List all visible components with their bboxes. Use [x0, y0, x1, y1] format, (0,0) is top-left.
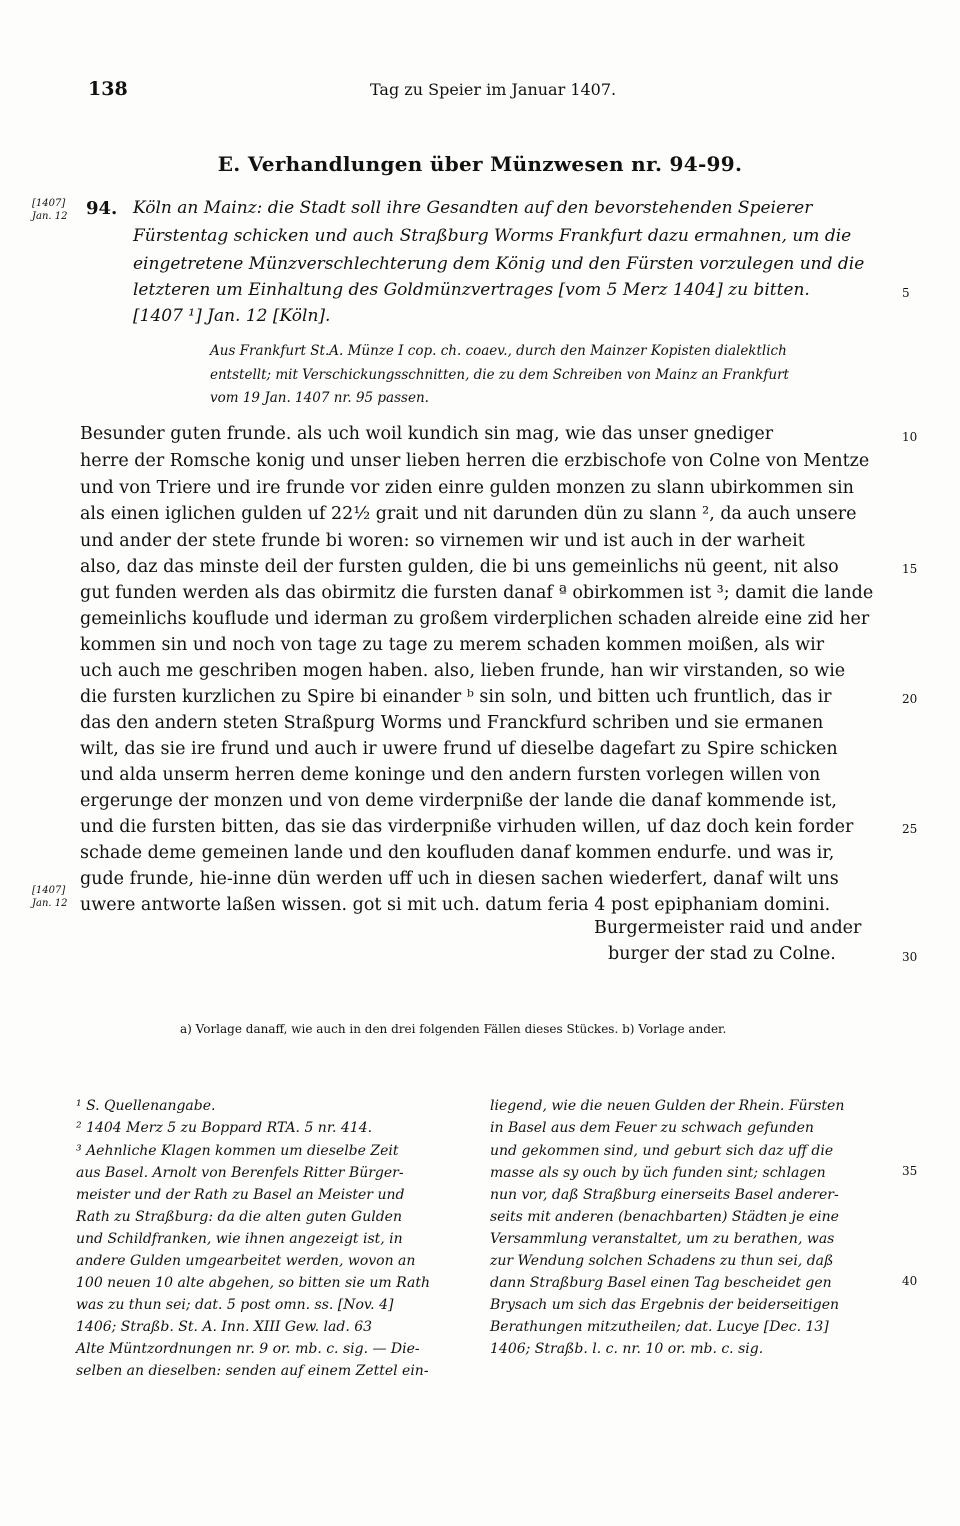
footnote-line: was zu thun sei; dat. 5 post omn. ss. [Nov. 4]	[76, 1297, 394, 1313]
text-line: also, daz das minste deil der fursten gulden, die bi uns gemeinlichs nü geent, nit also	[80, 557, 839, 577]
signature-line: Burgermeister raid und ander	[594, 918, 862, 938]
footnote-line: nun vor, daß Straßburg einerseits Basel anderer-	[490, 1187, 839, 1203]
footnote-line: Brysach um sich das Ergebnis der beiderseitigen	[490, 1297, 840, 1313]
critical-apparatus: a) Vorlage danaff, wie auch in den drei folgenden Fällen dieses Stückes. b) Vorlage ander.	[180, 1022, 727, 1036]
source-note-line: vom 19 Jan. 1407 nr. 95 passen.	[210, 390, 429, 406]
text-line: und von Triere und ire frunde vor ziden einre gulden monzen zu slann ubirkommen sin	[80, 478, 854, 498]
margin-date-top-year: [1407]	[32, 198, 66, 209]
text-line: gut funden werden als das obirmitz die fursten danaf ª obirkommen ist ³; damit die lande	[80, 583, 874, 603]
line-number: 20	[902, 692, 918, 706]
footnote-line: selben an dieselben: senden auf einem Zettel ein-	[76, 1363, 429, 1379]
footnote-line: zur Wendung solchen Schadens zu thun sei, daß	[490, 1253, 834, 1269]
margin-date-top	[32, 197, 68, 223]
text-line: als einen iglichen gulden uf 22½ grait und nit darunden dün zu slann ², da auch unsere	[80, 504, 857, 524]
footnote-line: seits mit anderen (benachbarten) Städten je eine	[490, 1209, 839, 1225]
text-line: gude frunde, hie-inne dün werden uff uch in diesen sachen wiederfert, danaf wilt uns	[80, 869, 839, 889]
margin-date-bottom-year: [1407]	[32, 885, 66, 896]
margin-date-top-day: Jan. 12	[32, 211, 68, 222]
text-line: gemeinlichs kouflude und iderman zu großem virderplichen schaden alreide eine zid her	[80, 609, 870, 629]
text-line: das den andern steten Straßpurg Worms und Franckfurd schriben und sie ermanen	[80, 713, 824, 733]
line-number: 40	[902, 1274, 918, 1288]
line-number: 25	[902, 822, 918, 836]
regest-line: Fürstentag schicken und auch Straßburg Worms Frankfurt dazu ermahnen, um die	[133, 226, 852, 246]
footnote-line: meister und der Rath zu Basel an Meister und	[76, 1187, 405, 1203]
signature-line: burger der stad zu Colne.	[608, 944, 836, 964]
footnote-line: Berathungen mitzutheilen; dat. Lucye [Dec. 13]	[490, 1319, 829, 1335]
source-note-line: Aus Frankfurt St.A. Münze I cop. ch. coaev., durch den Mainzer Kopisten dialektlich	[210, 343, 787, 359]
margin-date-bottom-day: Jan. 12	[32, 898, 68, 909]
text-line: kommen sin und noch von tage zu tage zu merem schaden kommen moißen, als wir	[80, 635, 825, 655]
regest-line: eingetretene Münzverschlechterung dem König und den Fürsten vorzulegen und die	[133, 254, 865, 274]
footnote-line: ² 1404 Merz 5 zu Boppard RTA. 5 nr. 414.	[76, 1120, 373, 1136]
margin-date-bottom	[32, 884, 68, 910]
footnote-line: ³ Aehnliche Klagen kommen um dieselbe Zeit	[76, 1143, 399, 1159]
text-line: und ander der stete frunde bi woren: so virnemen wir und ist auch in der warheit	[80, 531, 805, 551]
text-line: herre der Romsche konig und unser lieben herren die erzbischofe von Colne von Mentze	[80, 451, 870, 471]
text-line: Besunder guten frunde. als uch woil kundich sin mag, wie das unser gnediger	[80, 424, 774, 444]
text-line: uwere antworte laßen wissen. got si mit uch. datum feria 4 post epiphaniam domini.	[80, 895, 831, 915]
footnote-line: 1406; Straßb. l. c. nr. 10 or. mb. c. sig.	[490, 1341, 764, 1357]
text-line: uch auch me geschriben mogen haben. also, lieben frunde, han wir virstanden, so wie	[80, 661, 846, 681]
line-number: 30	[902, 950, 918, 964]
regest-line: letzteren um Einhaltung des Goldmünzvertrages [vom 5 Merz 1404] zu bitten.	[133, 280, 810, 300]
line-number: 5	[902, 286, 910, 300]
text-line: ergerunge der monzen und von deme virderpniße der lande die danaf kommende ist,	[80, 791, 837, 811]
line-number: 15	[902, 562, 918, 576]
line-number: 10	[902, 430, 918, 444]
running-head: Tag zu Speier im Januar 1407.	[370, 80, 617, 99]
footnote-line: 100 neuen 10 alte abgehen, so bitten sie um Rath	[76, 1275, 430, 1291]
text-line: die fursten kurzlichen zu Spire bi einander ᵇ sin soln, und bitten uch fruntlich, das ir	[80, 687, 832, 707]
text-line: und alda unserm herren deme koninge und den andern fursten vorlegen willen von	[80, 765, 821, 785]
text-line: schade deme gemeinen lande und den koufluden danaf kommen endurfe. und was ir,	[80, 843, 835, 863]
footnote-line: masse als sy ouch by üch funden sint; schlagen	[490, 1165, 826, 1181]
line-number: 35	[902, 1164, 918, 1178]
document-number: 94.	[86, 198, 118, 219]
footnote-line: andere Gulden umgearbeitet werden, wovon an	[76, 1253, 416, 1269]
footnote-line: Versammlung veranstaltet, um zu berathen, was	[490, 1231, 835, 1247]
footnote-line: aus Basel. Arnolt von Berenfels Ritter Bürger-	[76, 1165, 404, 1181]
source-note-line: entstellt; mit Verschickungsschnitten, die zu dem Schreiben von Mainz an Frankfurt	[210, 367, 789, 383]
footnote-line: ¹ S. Quellenangabe.	[76, 1098, 216, 1114]
footnote-line: dann Straßburg Basel einen Tag bescheidet gen	[490, 1275, 832, 1291]
regest-line: Köln an Mainz: die Stadt soll ihre Gesandten auf den bevorstehenden Speierer	[133, 198, 813, 218]
footnote-line: in Basel aus dem Feuer zu schwach gefunden	[490, 1120, 814, 1136]
footnote-line: und gekommen sind, und geburt sich daz uff die	[490, 1143, 834, 1159]
section-heading: E. Verhandlungen über Münzwesen nr. 94-99.	[217, 152, 743, 176]
footnote-line: liegend, wie die neuen Gulden der Rhein. Fürsten	[490, 1098, 845, 1114]
page-number: 138	[88, 78, 128, 100]
text-line: wilt, das sie ire frund und auch ir uwere frund uf dieselbe dagefart zu Spire schicken	[80, 739, 838, 759]
footnote-line: 1406; Straßb. St. A. Inn. XIII Gew. lad. 63	[76, 1319, 373, 1335]
footnote-line: und Schildfranken, wie ihnen angezeigt ist, in	[76, 1231, 403, 1247]
footnote-line: Rath zu Straßburg: da die alten guten Gulden	[76, 1209, 402, 1225]
text-line: und die fursten bitten, das sie das virderpniße virhuden willen, uf daz doch kein forder	[80, 817, 854, 837]
footnote-line: Alte Müntzordnungen nr. 9 or. mb. c. sig. — Die-	[76, 1341, 420, 1357]
regest-line: [1407 ¹] Jan. 12 [Köln].	[133, 306, 331, 326]
